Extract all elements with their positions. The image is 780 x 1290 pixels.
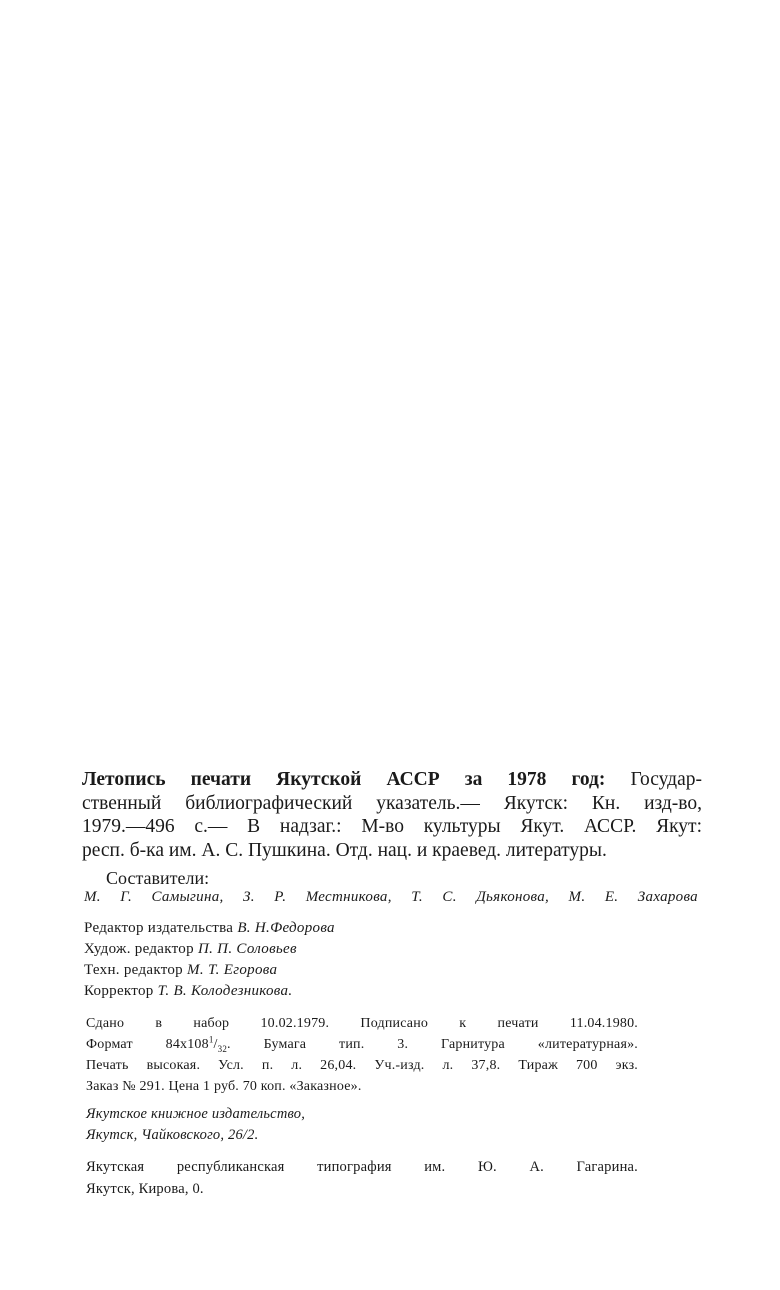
entry-line-3: 1979.—496 с.— В надзаг.: М-во культуры Якут. АССР. Якут: bbox=[82, 816, 702, 837]
staff-row-proofreader bbox=[84, 981, 335, 1002]
staff-name: П. П. Соловьев bbox=[197, 941, 297, 957]
format-denominator: 32 bbox=[217, 1043, 228, 1054]
staff-role: Техн. редактор bbox=[84, 962, 183, 978]
staff-name: М. Т. Егорова bbox=[187, 962, 278, 978]
publisher-address: Якутск, Чайковского, 26/2. bbox=[86, 1127, 259, 1143]
bibliographic-entry bbox=[82, 768, 702, 862]
print-info-line-4: Заказ № 291. Цена 1 руб. 70 коп. «Заказное». bbox=[86, 1079, 362, 1094]
printer-info bbox=[86, 1156, 638, 1200]
entry-line-2: ственный библиографический указатель.— Якутск: Кн. изд-во, bbox=[82, 792, 702, 814]
staff-role: Редактор издательства bbox=[84, 920, 234, 936]
print-info-line-1: Сдано в набор 10.02.1979. Подписано к печати 11.04.1980. bbox=[86, 1016, 638, 1031]
staff-row-tech-editor bbox=[84, 960, 335, 981]
print-info-line-2 bbox=[86, 1034, 638, 1055]
publisher-info bbox=[86, 1104, 305, 1146]
staff-name: В. Н.Федорова bbox=[237, 920, 335, 936]
entry-line-1-rest: Государ- bbox=[605, 769, 702, 790]
print-info-line-3: Печать высокая. Усл. п. л. 26,04. Уч.-изд. л. 37,8. Тираж 700 экз. bbox=[86, 1058, 638, 1073]
staff-row-art-editor bbox=[84, 939, 335, 960]
paper-font-text: . Бумага тип. 3. Гарнитура «литературная». bbox=[227, 1037, 638, 1052]
publisher-name: Якутское книжное издательство, bbox=[86, 1106, 306, 1122]
book-title: Летопись печати Якутской АССР за 1978 год: bbox=[82, 769, 606, 790]
format-numerator: 1 bbox=[208, 1034, 214, 1045]
compilers-heading: Составители: bbox=[106, 868, 210, 888]
print-info bbox=[86, 1013, 638, 1097]
format-text: Формат 84x108 bbox=[86, 1037, 209, 1052]
staff-name: Т. В. Колодезникова. bbox=[157, 983, 293, 999]
staff-role: Худож. редактор bbox=[84, 941, 194, 957]
entry-line-4: респ. б-ка им. А. С. Пушкина. Отд. нац. и краевед. литературы. bbox=[82, 839, 607, 861]
format-slash: / bbox=[213, 1037, 218, 1052]
staff-row-editor bbox=[84, 918, 335, 939]
staff-list bbox=[84, 918, 335, 1002]
printer-name: Якутская республиканская типография им. Ю. А. Гагарина. bbox=[86, 1159, 638, 1175]
printer-address: Якутск, Кирова, 0. bbox=[86, 1181, 204, 1197]
compilers-names: М. Г. Самыгина, З. Р. Местникова, Т. С. Дьяконова, М. Е. Захарова bbox=[84, 889, 698, 905]
staff-role: Корректор bbox=[84, 983, 154, 999]
entry-line-1 bbox=[82, 768, 702, 792]
